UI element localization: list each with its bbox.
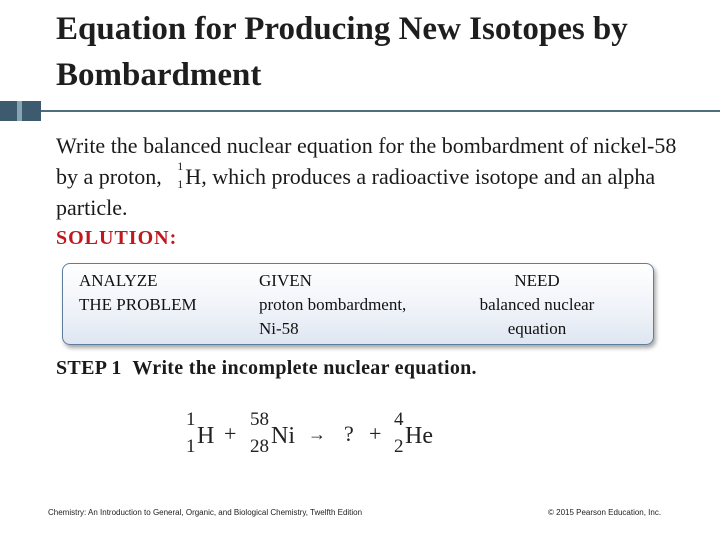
- analyze-line-1: ANALYZE: [79, 271, 158, 290]
- proton-symbol: H: [197, 423, 215, 449]
- proton-atomic-number: 1: [186, 436, 196, 457]
- footer-copyright: © 2015 Pearson Education, Inc.: [548, 508, 662, 517]
- given-column: [259, 269, 449, 341]
- slide-title: Equation for Producing New Isotopes by Bombardment: [56, 11, 628, 93]
- analyze-line-2: THE PROBLEM: [79, 295, 197, 314]
- proton-isotope-inline: [167, 159, 202, 191]
- step-number: STEP 1: [56, 357, 122, 379]
- given-line-1: proton bombardment,: [259, 295, 407, 314]
- inline-atomic-number: 1: [177, 177, 184, 191]
- problem-text-end: , which produces a radioactive isotope and an alpha particle.: [56, 164, 656, 220]
- inline-mass-number: 1: [177, 159, 184, 173]
- nickel-atomic-number: 28: [250, 436, 269, 457]
- nickel-symbol: Ni: [271, 423, 295, 449]
- given-line-2: Ni-58: [259, 319, 299, 338]
- problem-statement: [56, 130, 696, 223]
- given-header: GIVEN: [259, 271, 312, 290]
- problem-text-start: Write the balanced nuclear equation for the bombardment of nickel-58 by a proton,: [56, 133, 677, 189]
- unknown-product: ?: [344, 421, 354, 446]
- plus-sign-1: +: [224, 421, 237, 446]
- step-heading: [56, 357, 477, 380]
- inline-element-symbol: H: [185, 164, 202, 189]
- alpha-symbol: He: [405, 423, 433, 449]
- need-column: [463, 269, 611, 341]
- proton-mass-number: 1: [186, 409, 196, 430]
- reaction-arrow: →: [308, 424, 326, 444]
- title-divider: [41, 110, 720, 112]
- alpha-mass-number: 4: [394, 409, 404, 430]
- analyze-problem-box: [62, 263, 654, 345]
- need-header: NEED: [514, 271, 560, 290]
- accent-stripe: [17, 101, 22, 121]
- need-line-1: balanced nuclear: [479, 295, 595, 314]
- alpha-atomic-number: 2: [394, 436, 404, 457]
- nickel-mass-number: 58: [250, 409, 269, 430]
- footer-textbook-credit: Chemistry: An Introduction to General, Organic, and Biological Chemistry, Twelfth Edition: [48, 508, 363, 517]
- plus-sign-2: +: [369, 421, 382, 446]
- step-text: Write the incomplete nuclear equation.: [132, 357, 477, 379]
- analyze-column: [79, 269, 239, 317]
- nuclear-equation: [180, 402, 460, 464]
- need-line-2: equation: [507, 319, 567, 338]
- solution-label: SOLUTION:: [56, 227, 178, 249]
